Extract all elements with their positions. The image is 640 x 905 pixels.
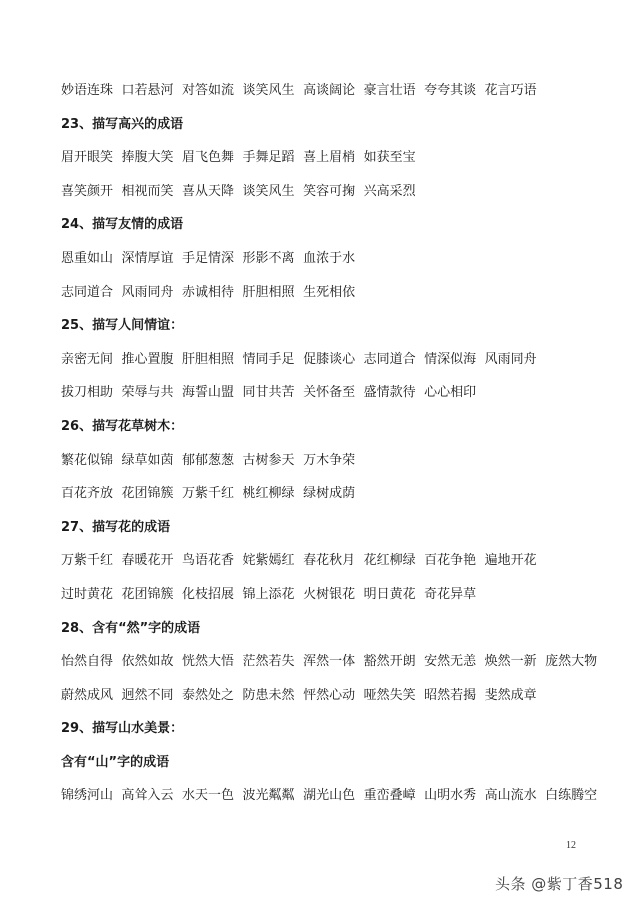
idiom: 高山流水 xyxy=(484,788,537,804)
idiom: 过时黄花 xyxy=(61,586,114,602)
idiom: 形影不离 xyxy=(242,250,295,266)
idiom: 相视而笑 xyxy=(121,183,174,199)
idiom-list xyxy=(61,779,621,813)
idiom: 火树银花 xyxy=(303,586,356,602)
idiom: 肝胆相照 xyxy=(182,351,235,367)
idiom: 万紫千红 xyxy=(182,486,235,502)
idiom: 眉飞色舞 xyxy=(182,150,235,166)
idiom: 昭然若揭 xyxy=(424,687,477,703)
idiom: 兴高采烈 xyxy=(363,183,416,199)
idiom: 防患未然 xyxy=(242,687,295,703)
section-heading: 含有“山”字的成语 xyxy=(61,754,170,770)
idiom: 豪言壮语 xyxy=(363,83,416,98)
idiom: 盛情款待 xyxy=(363,385,416,401)
idiom: 百花争艳 xyxy=(424,553,477,569)
idiom: 高谈阔论 xyxy=(303,83,356,98)
idiom-list xyxy=(61,175,621,209)
idiom: 安然无恙 xyxy=(424,654,477,670)
idiom: 花红柳绿 xyxy=(363,553,416,569)
idiom: 志同道合 xyxy=(61,284,114,300)
idiom: 化枝招展 xyxy=(182,586,235,602)
idiom: 荣辱与共 xyxy=(121,385,174,401)
idiom: 妙语连珠 xyxy=(61,83,114,98)
idiom: 鸟语花香 xyxy=(182,553,235,569)
idiom: 奇花异草 xyxy=(424,586,477,602)
idiom: 捧腹大笑 xyxy=(121,150,174,166)
idiom: 志同道合 xyxy=(363,351,416,367)
idiom: 高耸入云 xyxy=(121,788,174,804)
idiom: 如获至宝 xyxy=(363,150,416,166)
idiom: 花言巧语 xyxy=(484,83,537,98)
idiom-list xyxy=(61,444,621,478)
idiom: 喜笑颜开 xyxy=(61,183,114,199)
idiom: 泰然处之 xyxy=(182,687,235,703)
idiom: 春花秋月 xyxy=(303,553,356,569)
idiom-list xyxy=(61,343,621,377)
idiom-list xyxy=(61,645,621,679)
idiom: 海誓山盟 xyxy=(182,385,235,401)
idiom: 锦绣河山 xyxy=(61,788,114,804)
idiom: 风雨同舟 xyxy=(121,284,174,300)
document-body xyxy=(61,74,621,813)
section-heading: 23、描写高兴的成语 xyxy=(61,116,184,132)
idiom: 斐然成章 xyxy=(484,687,537,703)
idiom: 桃红柳绿 xyxy=(242,486,295,502)
idiom: 喜从天降 xyxy=(182,183,235,199)
idiom: 谈笑风生 xyxy=(242,183,295,199)
idiom: 手足情深 xyxy=(182,250,235,266)
idiom-list xyxy=(61,376,621,410)
idiom-list xyxy=(61,276,621,310)
idiom-list xyxy=(61,74,621,108)
idiom: 深情厚谊 xyxy=(121,250,174,266)
idiom: 怡然自得 xyxy=(61,654,114,670)
section-heading: 24、描写友情的成语 xyxy=(61,217,184,233)
section-heading: 25、描写人间情谊： xyxy=(61,318,184,334)
idiom: 肝胆相照 xyxy=(242,284,295,300)
idiom: 郁郁葱葱 xyxy=(182,452,235,468)
section-heading: 27、描写花的成语 xyxy=(61,519,171,535)
idiom: 白练腾空 xyxy=(545,788,598,804)
idiom: 豁然开朗 xyxy=(363,654,416,670)
idiom: 水天一色 xyxy=(182,788,235,804)
idiom: 遍地开花 xyxy=(484,553,537,569)
watermark: 头条 @紫丁香518 xyxy=(495,875,624,893)
section-heading: 28、含有“然”字的成语 xyxy=(61,620,201,636)
idiom: 哑然失笑 xyxy=(363,687,416,703)
idiom: 绿树成荫 xyxy=(303,486,356,502)
idiom: 血浓于水 xyxy=(303,250,356,266)
idiom: 万紫千红 xyxy=(61,553,114,569)
idiom: 姹紫嫣红 xyxy=(242,553,295,569)
idiom: 情同手足 xyxy=(242,351,295,367)
page-number: 12 xyxy=(566,840,576,851)
idiom: 迥然不同 xyxy=(121,687,174,703)
idiom-list xyxy=(61,242,621,276)
idiom: 明日黄花 xyxy=(363,586,416,602)
idiom: 手舞足蹈 xyxy=(242,150,295,166)
idiom: 谈笑风生 xyxy=(242,83,295,98)
idiom: 怦然心动 xyxy=(303,687,356,703)
idiom: 口若悬河 xyxy=(121,83,174,98)
idiom: 夸夸其谈 xyxy=(424,83,477,98)
idiom-list xyxy=(61,477,621,511)
idiom: 繁花似锦 xyxy=(61,452,114,468)
idiom-list xyxy=(61,544,621,578)
idiom: 茫然若失 xyxy=(242,654,295,670)
idiom: 花团锦簇 xyxy=(121,486,174,502)
idiom: 风雨同舟 xyxy=(484,351,537,367)
idiom: 万木争荣 xyxy=(303,452,356,468)
idiom: 依然如故 xyxy=(121,654,174,670)
idiom: 花团锦簇 xyxy=(121,586,174,602)
idiom-list xyxy=(61,578,621,612)
idiom: 蔚然成风 xyxy=(61,687,114,703)
idiom: 关怀备至 xyxy=(303,385,356,401)
idiom: 心心相印 xyxy=(424,385,477,401)
idiom: 山明水秀 xyxy=(424,788,477,804)
idiom: 眉开眼笑 xyxy=(61,150,114,166)
idiom: 赤诚相待 xyxy=(182,284,235,300)
idiom: 笑容可掬 xyxy=(303,183,356,199)
idiom: 波光粼粼 xyxy=(242,788,295,804)
idiom: 同甘共苦 xyxy=(242,385,295,401)
idiom-list xyxy=(61,141,621,175)
idiom: 春暖花开 xyxy=(121,553,174,569)
idiom: 喜上眉梢 xyxy=(303,150,356,166)
idiom: 恍然大悟 xyxy=(182,654,235,670)
idiom-list xyxy=(61,679,621,713)
idiom: 拔刀相助 xyxy=(61,385,114,401)
idiom: 促膝谈心 xyxy=(303,351,356,367)
idiom: 古树参天 xyxy=(242,452,295,468)
idiom: 焕然一新 xyxy=(484,654,537,670)
idiom: 恩重如山 xyxy=(61,250,114,266)
section-heading: 29、描写山水美景： xyxy=(61,721,184,737)
idiom: 重峦叠嶂 xyxy=(363,788,416,804)
idiom: 浑然一体 xyxy=(303,654,356,670)
idiom: 湖光山色 xyxy=(303,788,356,804)
idiom: 百花齐放 xyxy=(61,486,114,502)
idiom: 对答如流 xyxy=(182,83,235,98)
idiom: 锦上添花 xyxy=(242,586,295,602)
idiom: 生死相依 xyxy=(303,284,356,300)
idiom: 情深似海 xyxy=(424,351,477,367)
idiom: 推心置腹 xyxy=(121,351,174,367)
idiom: 亲密无间 xyxy=(61,351,114,367)
section-heading: 26、描写花草树木： xyxy=(61,418,184,434)
idiom: 庞然大物 xyxy=(545,654,598,670)
idiom: 绿草如茵 xyxy=(121,452,174,468)
